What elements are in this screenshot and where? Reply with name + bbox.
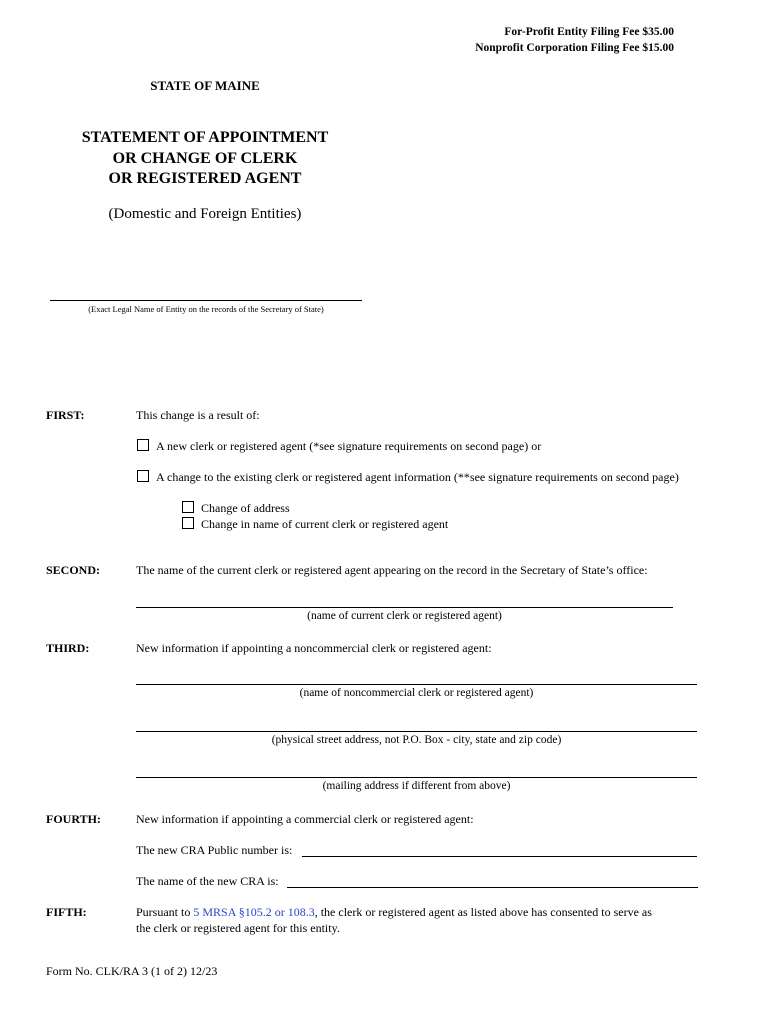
first-intro: This change is a result of:: [136, 408, 260, 422]
title-line-3: OR REGISTERED AGENT: [108, 170, 302, 187]
fifth-label: FIFTH:: [46, 905, 87, 919]
new-agent-checkbox[interactable]: [137, 439, 149, 451]
fifth-text-after: , the clerk or registered agent as listed above has consented to serve as: [314, 905, 652, 919]
form-number: Form No. CLK/RA 3 (1 of 2) 12/23: [46, 964, 218, 978]
for-profit-fee: For-Profit Entity Filing Fee $35.00: [504, 26, 674, 38]
filing-fees: [475, 24, 674, 56]
fourth-label: FOURTH:: [46, 812, 101, 826]
noncommercial-agent-name-line: [136, 684, 697, 685]
cra-number-line: [302, 856, 697, 857]
physical-address-line: [136, 731, 697, 732]
third-text: New information if appointing a noncommercial clerk or registered agent:: [136, 641, 492, 655]
statute-link[interactable]: 5 MRSA §105.2 or 108.3: [193, 905, 315, 919]
change-address-label: Change of address: [201, 501, 290, 515]
second-text: The name of the current clerk or registered agent appearing on the record in the Secretary of State’s office:: [136, 563, 648, 577]
current-agent-line: [136, 607, 673, 608]
change-agent-option-label: A change to the existing clerk or registered agent information (**see signature requirements on second page): [156, 470, 679, 484]
cra-name-line: [287, 887, 698, 888]
noncommercial-agent-name-caption: (name of noncommercial clerk or registered agent): [299, 687, 534, 699]
mailing-address-line: [136, 777, 697, 778]
form-subtitle: (Domestic and Foreign Entities): [108, 206, 302, 222]
fifth-text-line-2: the clerk or registered agent for this entity.: [136, 921, 340, 935]
fifth-text-line-1: [136, 905, 652, 920]
entity-name-caption: (Exact Legal Name of Entity on the records of the Secretary of State): [88, 304, 324, 314]
fourth-text: New information if appointing a commercial clerk or registered agent:: [136, 812, 474, 826]
form-title: [0, 128, 410, 190]
nonprofit-fee: Nonprofit Corporation Filing Fee $15.00: [475, 42, 674, 54]
cra-name-label: The name of the new CRA is:: [136, 874, 279, 888]
change-address-checkbox[interactable]: [182, 501, 194, 513]
mailing-address-caption: (mailing address if different from above): [322, 780, 511, 792]
current-agent-caption: (name of current clerk or registered agent): [307, 610, 502, 622]
change-name-checkbox[interactable]: [182, 517, 194, 529]
change-name-label: Change in name of current clerk or registered agent: [201, 517, 449, 531]
new-agent-option-label: A new clerk or registered agent (*see signature requirements on second page) or: [156, 439, 542, 453]
state-heading: STATE OF MAINE: [150, 78, 260, 93]
title-line-1: STATEMENT OF APPOINTMENT: [81, 129, 329, 146]
first-label: FIRST:: [46, 408, 85, 422]
cra-number-label: The new CRA Public number is:: [136, 843, 293, 857]
second-label: SECOND:: [46, 563, 101, 577]
physical-address-caption: (physical street address, not P.O. Box - city, state and zip code): [271, 734, 562, 746]
fifth-text-before: Pursuant to: [136, 905, 194, 919]
third-label: THIRD:: [46, 641, 90, 655]
change-agent-checkbox[interactable]: [137, 470, 149, 482]
title-line-2: OR CHANGE OF CLERK: [112, 149, 298, 167]
entity-name-line: [50, 300, 362, 301]
